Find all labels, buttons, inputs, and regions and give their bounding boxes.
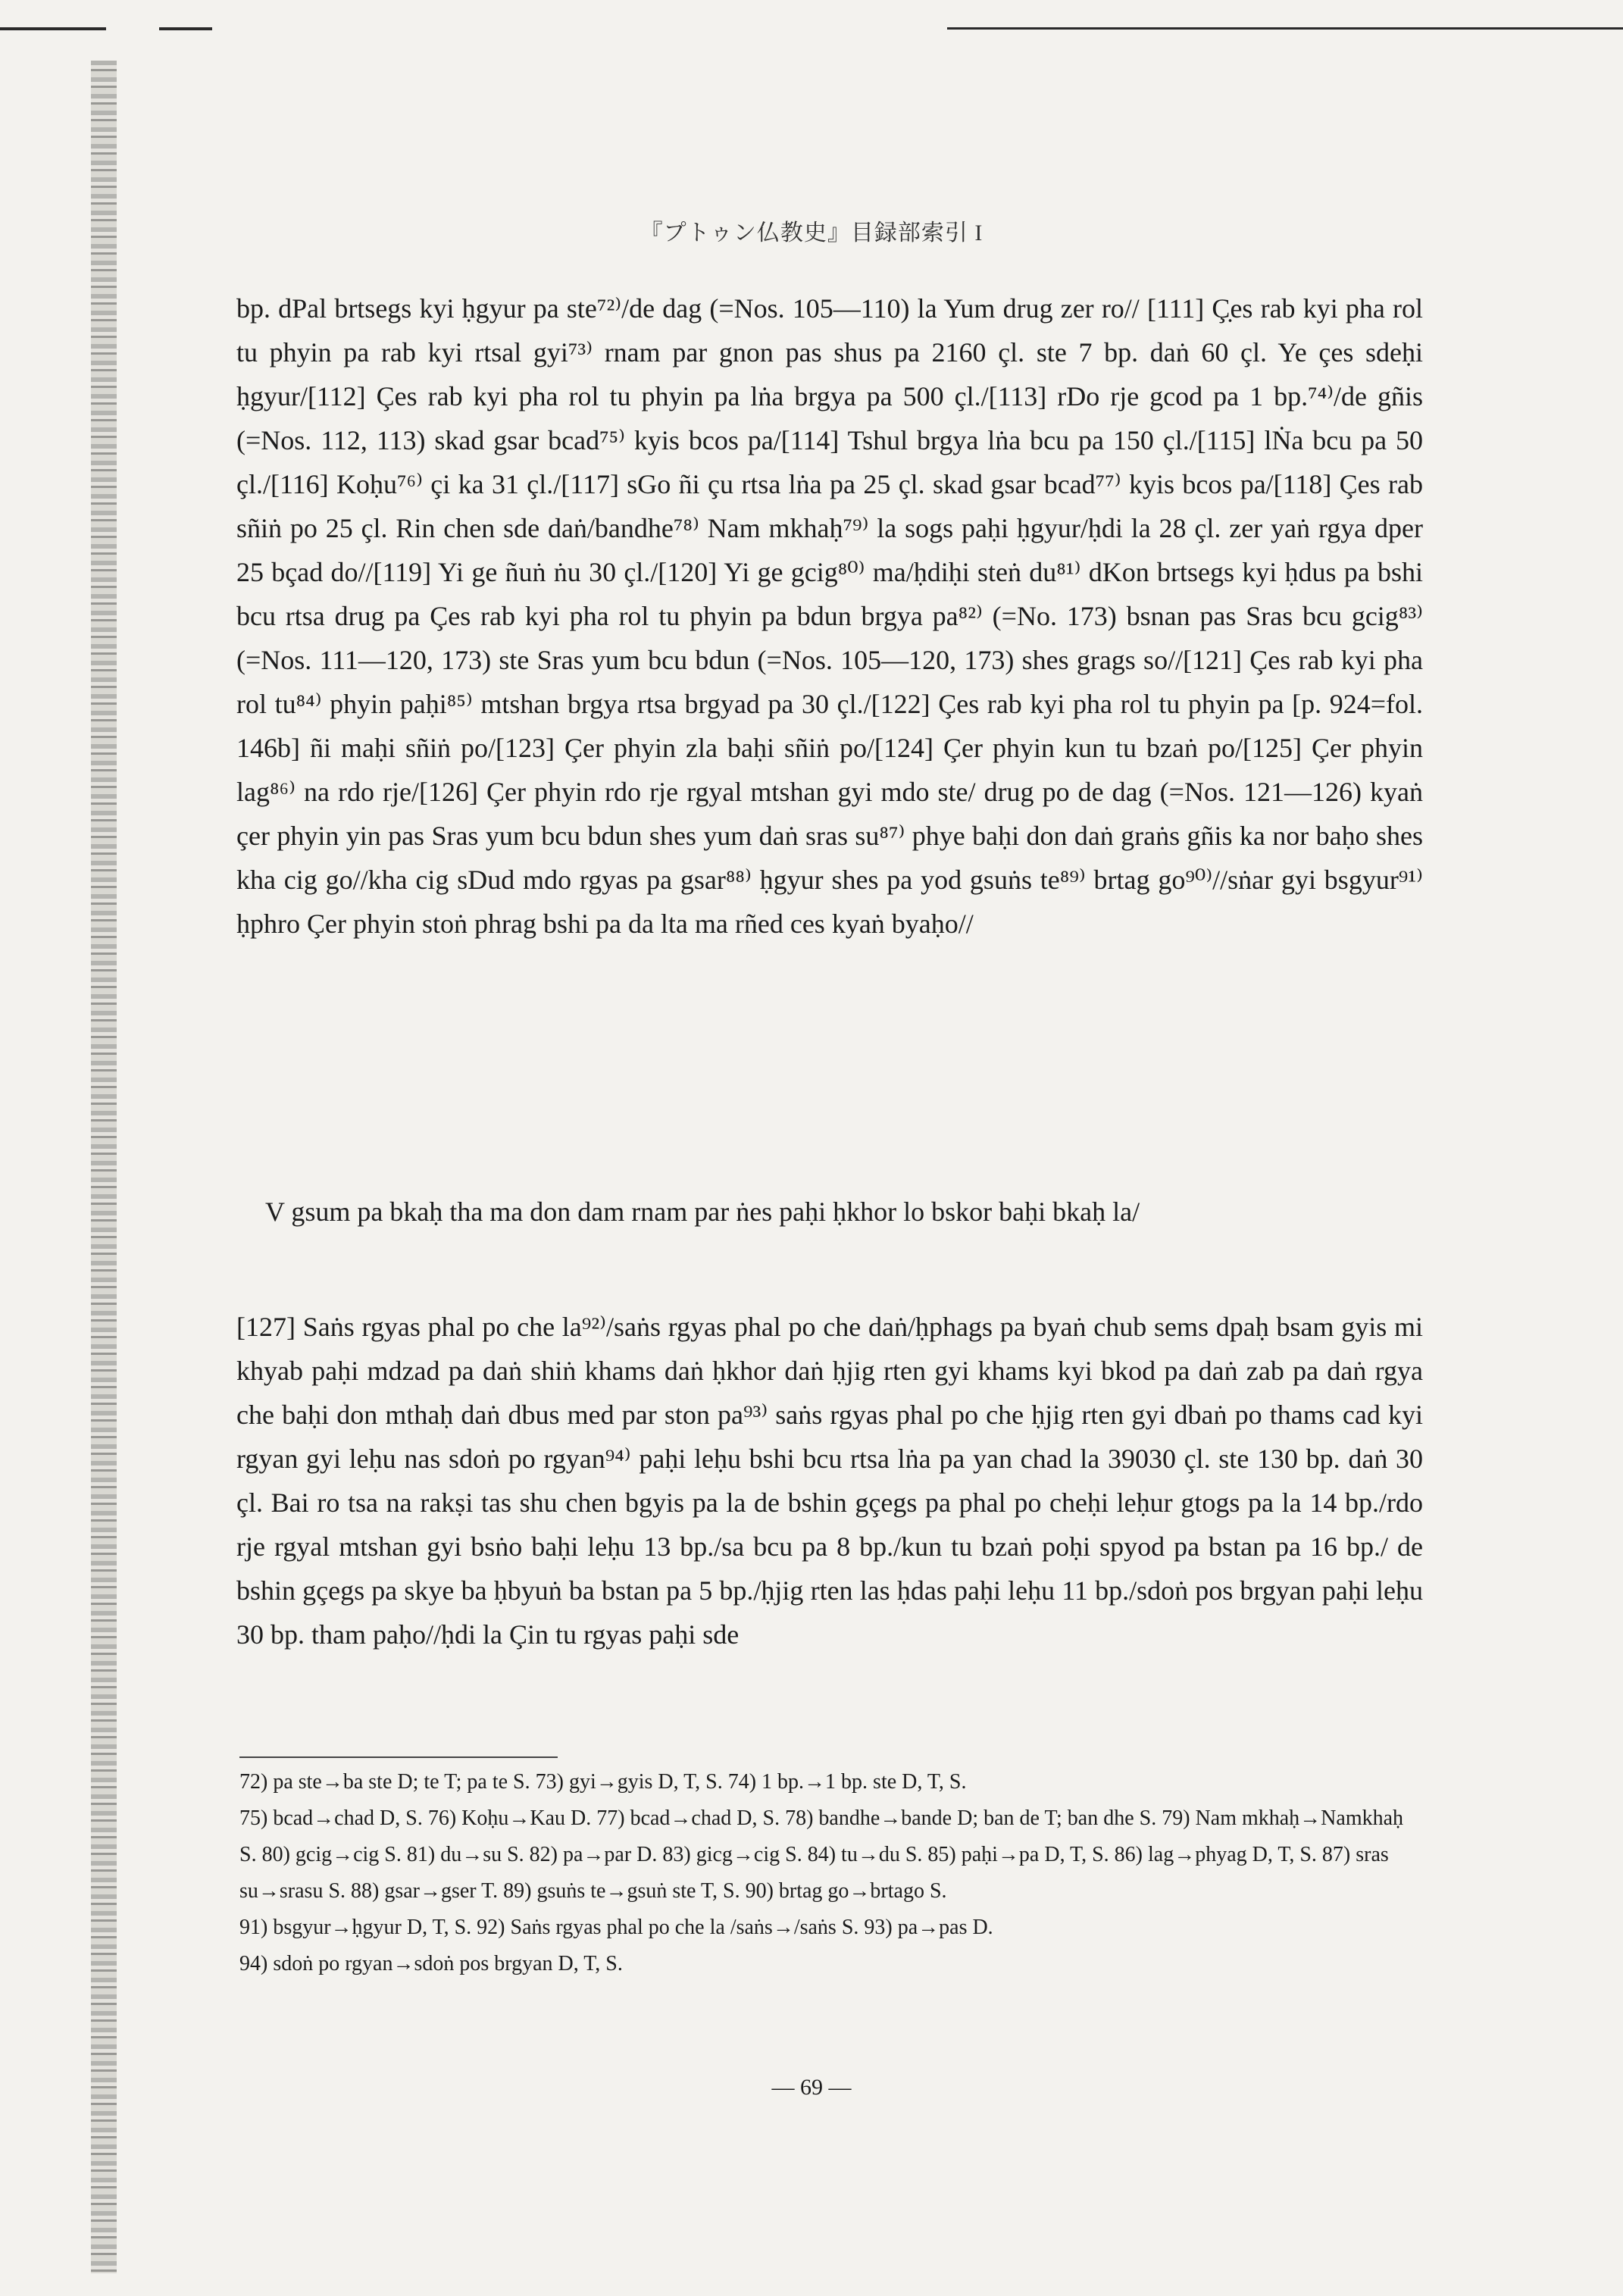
footnote-line: 94) sdoṅ po rgyan→sdoṅ pos brgyan D, T, S. [239,1952,623,1975]
scan-edge-rule-right [947,27,1623,30]
section-heading-text: V gsum pa bkaḥ tha ma don dam rnam par ṅes paḥi ḥkhor lo bskor baḥi bkaḥ la/ [265,1196,1140,1227]
section-heading [265,1190,1424,1234]
paragraph-text: [127] Saṅs rgyas phal po che la⁹²⁾/saṅs rgyas phal po che daṅ/ḥphags pa byaṅ chub sems dpaḥ bsam gyis mi khyab paḥi mdzad pa daṅ shiṅ khams daṅ ḥkhor daṅ ḥjig rten gyi khams kyi bkod pa daṅ zab pa daṅ rgya che baḥi don mthaḥ daṅ dbus med par ston pa⁹³⁾ saṅs rgyas phal po che ḥjig rten gyi dbaṅ po thams cad kyi rgyan gyi leḥu nas sdoṅ po rgyan⁹⁴⁾ paḥi leḥu bshi bcu rtsa lṅa pa yan chad la 39030 çl. ste 130 bp. daṅ 30 çl. Bai ro tsa na rakṣi tas shu chen bgyis pa la de bshin gçegs pa phal po cheḥi leḥur gtogs pa la 14 bp./rdo rje rgyal mtshan gyi bsṅo baḥi leḥu 13 bp./sa bcu pa 8 bp./kun tu bzaṅ poḥi spyod pa bstan pa 16 bp./ de bshin gçegs pa skye ba ḥbyuṅ ba bstan pa 5 bp./ḥjig rten las ḥdas paḥi leḥu 11 bp./sdoṅ pos brgyan paḥi leḥu 30 bp. tham paḥo//ḥdi la Çin tu rgyas paḥi sde [236,1312,1423,1650]
footnote-separator [239,1756,558,1758]
book-binding-shadow [91,61,117,2273]
paragraph-text: bp. dPal brtsegs kyi ḥgyur pa ste⁷²⁾/de dag (=Nos. 105—110) la Yum drug zer ro// [111] Ç̣es rab kyi pha rol tu phyin pa rab kyi rtsal gyi⁷³⁾ rnam par gnon pas shus pa 2160 çl. ste 7 bp. daṅ 60 çl. Ye çes sdeḥi ḥgyur/[112] Çes rab kyi pha rol tu phyin pa lṅa brgya pa 500 çl./[113] rDo rje gcod pa 1 bp.⁷⁴⁾/de gñis (=Nos. 112, 113) skad gsar bcad⁷⁵⁾ kyis bcos pa/[114] Tshul brgya lṅa bcu pa 150 çl./[115] lṄa bcu pa 50 çl./[116] Koḥu⁷⁶⁾ çi ka 31 çl./[117] sGo ñi çu rtsa lṅa pa 25 çl. skad gsar bcad⁷⁷⁾ kyis bcos pa/[118] Çes rab sñiṅ po 25 çl. Rin chen sde daṅ/bandhe⁷⁸⁾ Nam mkhaḥ⁷⁹⁾ la sogs paḥi ḥgyur/ḥdi la 28 çl. zer yaṅ rgya dper 25 bçad do//[119] Yi ge ñuṅ ṅu 30 çl./[120] Yi ge gcig⁸⁰⁾ ma/ḥdiḥi steṅ du⁸¹⁾ dKon brtsegs kyi ḥdus pa bshi bcu rtsa drug pa Çes rab kyi pha rol tu phyin pa bdun brgya pa⁸²⁾ (=No. 173) bsnan pas Sras bcu gcig⁸³⁾ (=Nos. 111—120, 173) ste Sras yum bcu bdun (=Nos. 105—120, 173) shes grags so//[121] Çes rab kyi pha rol tu⁸⁴⁾ phyin paḥi⁸⁵⁾ mtshan brgya rtsa brgyad pa 30 çl./[122] Çes rab kyi pha rol tu phyin pa [p. 924=fol. 146b] ñi maḥi sñiṅ po/[123] Çer phyin zla baḥi sñiṅ po/[124] Çer phyin kun tu bzaṅ po/[125] Çer phyin lag⁸⁶⁾ na rdo rje/[126] Çer phyin rdo rje rgyal mtshan gyi mdo ste/ drug po de dag (=Nos. 121—126) kyaṅ çer phyin yin pas Sras yum bcu bdun shes yum daṅ sras su⁸⁷⁾ phye baḥi don daṅ graṅs gñis ka nor baḥo shes kha cig go//kha cig sDud mdo rgyas pa gsar⁸⁸⁾ ḥgyur shes pa yod gsuṅs te⁸⁹⁾ brtag go⁹⁰⁾//sṅar gyi bsgyur⁹¹⁾ ḥphro Çer phyin stoṅ phrag bshi pa da lta ma rñed ces kyaṅ byaḥo// [236,293,1423,939]
body-paragraph-1 [236,286,1423,946]
scan-edge-rule-mid [159,27,212,30]
footnote-line: 75) bcad→chad D, S. 76) Koḥu→Kau D. 77) bcad→chad D, S. 78) bandhe→bande D; ban de T; ban dhe S. 79) Nam mkhaḥ→Namkhaḥ S. 80) gcig→cig S. 81) du→su S. 82) pa→par D. 83) gicg→cig S. 84) tu→du S. 85) paḥi→pa D, T, S. 86) lag→phyag D, T, S. 87) sras su→srasu S. 88) gsar→gser T. 89) gsuṅs te→gsuṅ ste T, S. 90) brtag go→brtago S. [239,1806,1404,1903]
scan-edge-rule-left [0,27,106,30]
page-number: — 69 — [771,2075,852,2100]
running-head: 『プトゥン仏教史』目録部索引 I [640,221,983,246]
footnote-line: 72) pa ste→ba ste D; te T; pa te S. 73) gyi→gyis D, T, S. 74) 1 bp.→1 bp. ste D, T, S. [239,1770,967,1794]
footnote-line: 91) bsgyur→ḥgyur D, T, S. 92) Saṅs rgyas phal po che la /saṅs→/saṅs S. 93) pa→pas D. [239,1916,993,1939]
footnotes [239,1764,1421,1982]
body-paragraph-2 [236,1305,1423,1656]
